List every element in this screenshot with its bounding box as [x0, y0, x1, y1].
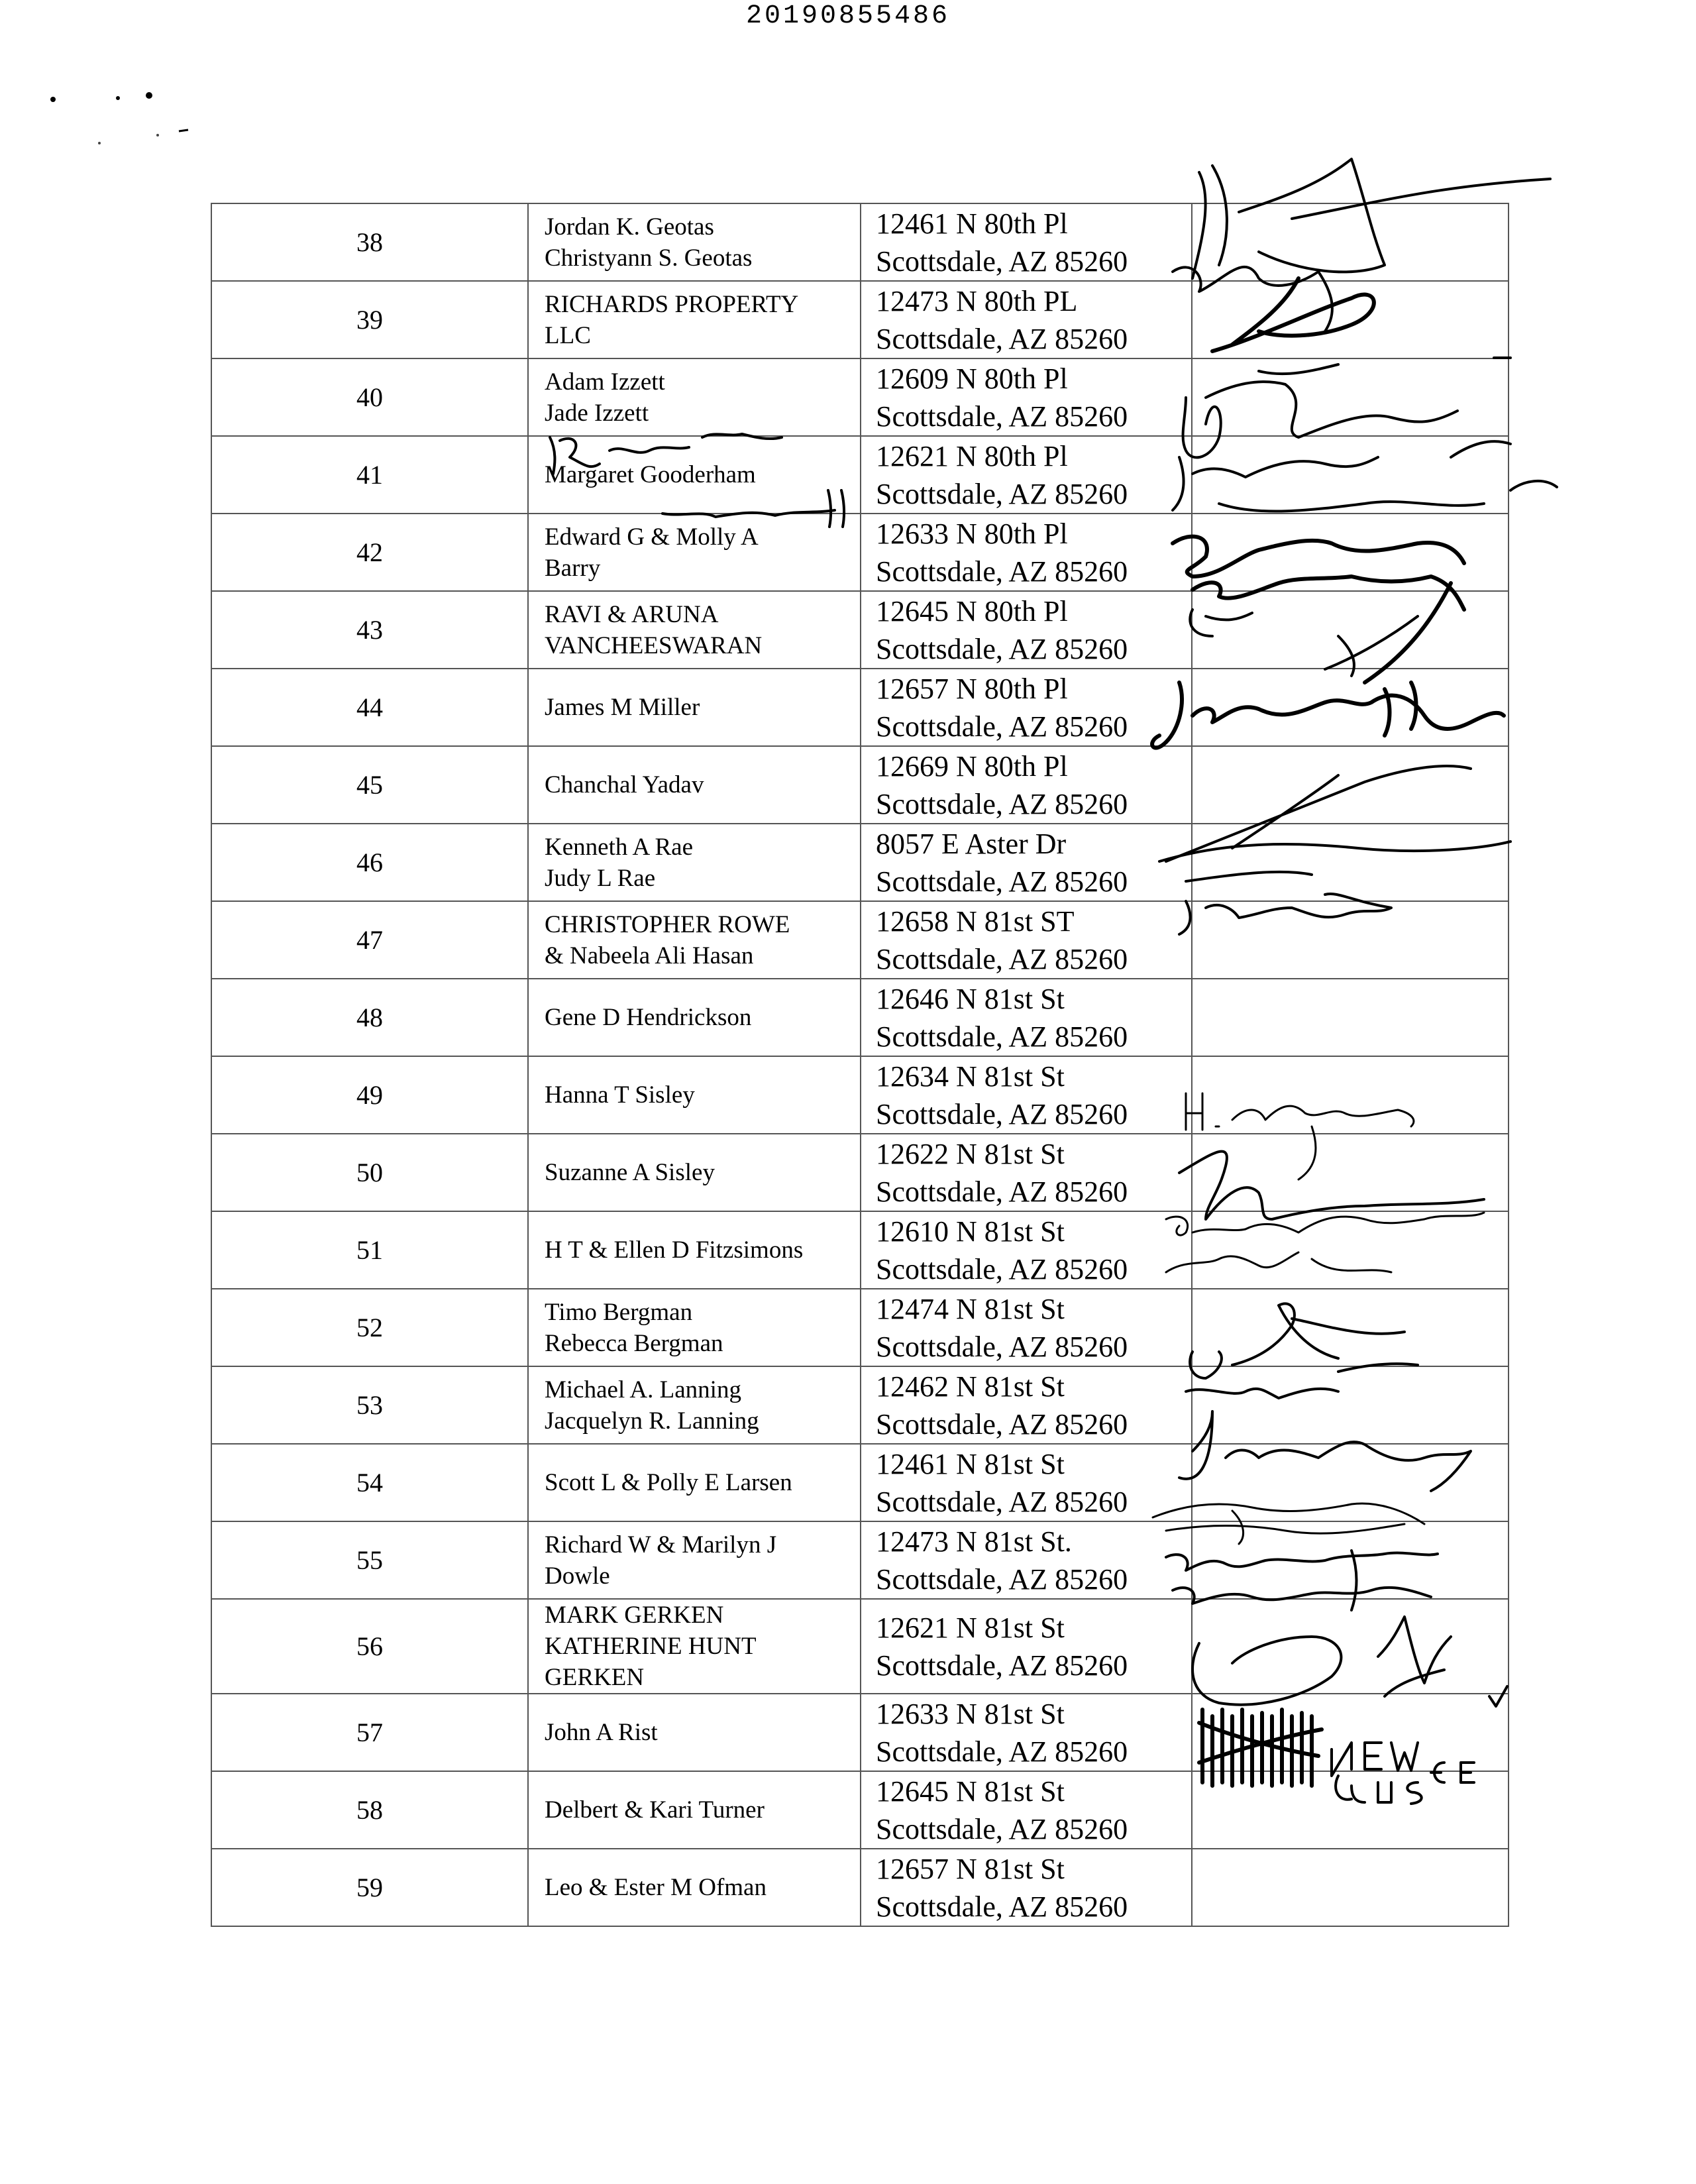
owner-name-line: Margaret Gooderham [545, 461, 756, 488]
lot-number: 51 [211, 1211, 528, 1289]
city-state-zip: Scottsdale, AZ 85260 [876, 1175, 1128, 1208]
street-address: 12473 N 80th PL [876, 284, 1078, 317]
scan-specks [46, 86, 212, 152]
property-address [861, 979, 1192, 1056]
street-address: 12657 N 80th Pl [876, 672, 1068, 705]
signature-cell [1192, 1599, 1509, 1694]
property-address [861, 901, 1192, 979]
owner-name [528, 1444, 861, 1521]
owner-name [528, 514, 861, 591]
signature-cell [1192, 1134, 1509, 1211]
city-state-zip: Scottsdale, AZ 85260 [876, 1407, 1128, 1441]
lot-number: 43 [211, 591, 528, 669]
street-address: 12633 N 80th Pl [876, 517, 1068, 550]
city-state-zip: Scottsdale, AZ 85260 [876, 1485, 1128, 1518]
table-row [211, 1056, 1509, 1134]
signature-cell [1192, 669, 1509, 746]
owner-name [528, 1056, 861, 1134]
owner-name-line: GERKEN [545, 1664, 645, 1691]
table-row [211, 824, 1509, 901]
owner-name [528, 591, 861, 669]
owner-name-line: Kenneth A Rae [545, 833, 694, 861]
city-state-zip: Scottsdale, AZ 85260 [876, 322, 1128, 355]
owner-name-line: Jordan K. Geotas [545, 213, 714, 241]
signature-cell [1192, 1444, 1509, 1521]
street-address: 12461 N 80th Pl [876, 207, 1068, 240]
document-number: 20190855486 [745, 1, 951, 31]
owner-name [528, 1771, 861, 1849]
owner-name [528, 358, 861, 436]
owner-name-line: MARK GERKEN [545, 1602, 724, 1629]
table-row [211, 1366, 1509, 1444]
owner-name-line: Rebecca Bergman [545, 1329, 723, 1357]
owner-name [528, 1289, 861, 1366]
street-address: 12621 N 80th Pl [876, 439, 1068, 472]
property-address [861, 436, 1192, 514]
owner-name [528, 746, 861, 824]
city-state-zip: Scottsdale, AZ 85260 [876, 400, 1128, 433]
signature-cell [1192, 1694, 1509, 1771]
owner-name-line: KATHERINE HUNT [545, 1633, 757, 1660]
owner-name-line: Gene D Hendrickson [545, 1004, 752, 1031]
property-address [861, 1056, 1192, 1134]
table-row [211, 1849, 1509, 1926]
table-row [211, 514, 1509, 591]
owner-name-line: Barry [545, 554, 601, 582]
signature-cell [1192, 591, 1509, 669]
owner-name-line: Christyann S. Geotas [545, 244, 753, 272]
street-address: 8057 E Aster Dr [876, 827, 1067, 860]
owner-name-line: Edward G & Molly A [545, 523, 759, 551]
owner-name [528, 669, 861, 746]
lot-number: 38 [211, 203, 528, 281]
property-address [861, 1211, 1192, 1289]
owner-name [528, 1211, 861, 1289]
owner-name-line: James M Miller [545, 694, 700, 721]
lot-number: 54 [211, 1444, 528, 1521]
table-row [211, 1599, 1509, 1694]
property-address [861, 746, 1192, 824]
street-address: 12658 N 81st ST [876, 904, 1075, 938]
street-address: 12657 N 81st St [876, 1852, 1065, 1885]
property-address [861, 203, 1192, 281]
street-address: 12609 N 80th Pl [876, 362, 1068, 395]
property-address [861, 1771, 1192, 1849]
table-row [211, 901, 1509, 979]
table-row [211, 358, 1509, 436]
owner-name-line: Michael A. Lanning [545, 1376, 741, 1403]
street-address: 12646 N 81st St [876, 982, 1065, 1015]
city-state-zip: Scottsdale, AZ 85260 [876, 1890, 1128, 1923]
owner-name-line: H T & Ellen D Fitzsimons [545, 1236, 804, 1264]
lot-number: 48 [211, 979, 528, 1056]
owner-name-line: Jacquelyn R. Lanning [545, 1407, 759, 1435]
owner-name-line: Timo Bergman [545, 1298, 693, 1326]
owner-name [528, 203, 861, 281]
owner-name-line: CHRISTOPHER ROWE [545, 910, 790, 938]
city-state-zip: Scottsdale, AZ 85260 [876, 1649, 1128, 1682]
table-row [211, 1771, 1509, 1849]
street-address: 12634 N 81st St [876, 1060, 1065, 1093]
lot-number: 58 [211, 1771, 528, 1849]
property-address [861, 1134, 1192, 1211]
owner-name-line: Scott L & Polly E Larsen [545, 1469, 792, 1496]
city-state-zip: Scottsdale, AZ 85260 [876, 1097, 1128, 1130]
signature-cell [1192, 358, 1509, 436]
city-state-zip: Scottsdale, AZ 85260 [876, 477, 1128, 510]
city-state-zip: Scottsdale, AZ 85260 [876, 787, 1128, 820]
city-state-zip: Scottsdale, AZ 85260 [876, 632, 1128, 665]
signature-cell [1192, 1289, 1509, 1366]
city-state-zip: Scottsdale, AZ 85260 [876, 245, 1128, 278]
property-address [861, 281, 1192, 358]
property-address [861, 1599, 1192, 1694]
table-row [211, 203, 1509, 281]
owner-name [528, 281, 861, 358]
signature-cell [1192, 436, 1509, 514]
owner-name [528, 901, 861, 979]
lot-number: 56 [211, 1599, 528, 1694]
street-address: 12610 N 81st St [876, 1215, 1065, 1248]
owner-name-line: Adam Izzett [545, 368, 665, 396]
table-row [211, 746, 1509, 824]
property-address [861, 1289, 1192, 1366]
signature-cell [1192, 203, 1509, 281]
owner-name [528, 1694, 861, 1771]
lot-number: 50 [211, 1134, 528, 1211]
owner-name-line: Chanchal Yadav [545, 771, 704, 798]
street-address: 12633 N 81st St [876, 1697, 1065, 1730]
signature-cell [1192, 1849, 1509, 1926]
table-row [211, 436, 1509, 514]
signature-cell [1192, 979, 1509, 1056]
owner-name-line: Dowle [545, 1562, 610, 1590]
signature-cell [1192, 1366, 1509, 1444]
owner-name [528, 436, 861, 514]
property-address [861, 1694, 1192, 1771]
owner-name [528, 824, 861, 901]
city-state-zip: Scottsdale, AZ 85260 [876, 1735, 1128, 1768]
city-state-zip: Scottsdale, AZ 85260 [876, 865, 1128, 898]
property-address [861, 1444, 1192, 1521]
table-row [211, 1521, 1509, 1599]
street-address: 12645 N 81st St [876, 1774, 1065, 1808]
lot-number: 41 [211, 436, 528, 514]
table-row [211, 1444, 1509, 1521]
city-state-zip: Scottsdale, AZ 85260 [876, 1330, 1128, 1363]
lot-number: 49 [211, 1056, 528, 1134]
street-address: 12461 N 81st St [876, 1447, 1065, 1480]
street-address: 12462 N 81st St [876, 1370, 1065, 1403]
table-row [211, 1211, 1509, 1289]
lot-number: 45 [211, 746, 528, 824]
signature-cell [1192, 746, 1509, 824]
signature-cell [1192, 1211, 1509, 1289]
lot-number: 59 [211, 1849, 528, 1926]
table-row [211, 1694, 1509, 1771]
signature-cell [1192, 1521, 1509, 1599]
owner-name [528, 979, 861, 1056]
signature-cell [1192, 901, 1509, 979]
city-state-zip: Scottsdale, AZ 85260 [876, 1252, 1128, 1285]
owner-name-line: Leo & Ester M Ofman [545, 1874, 767, 1901]
street-address: 12474 N 81st St [876, 1292, 1065, 1325]
lot-number: 44 [211, 669, 528, 746]
property-address [861, 669, 1192, 746]
lot-number: 40 [211, 358, 528, 436]
owner-name-line: VANCHEESWARAN [545, 631, 763, 659]
property-address [861, 591, 1192, 669]
property-address [861, 1521, 1192, 1599]
property-address [861, 824, 1192, 901]
owner-name-line: Richard W & Marilyn J [545, 1531, 777, 1558]
lot-number: 55 [211, 1521, 528, 1599]
signature-cell [1192, 824, 1509, 901]
owner-name [528, 1134, 861, 1211]
table-row [211, 1289, 1509, 1366]
signature-cell [1192, 281, 1509, 358]
property-address [861, 358, 1192, 436]
lot-number: 52 [211, 1289, 528, 1366]
signature-cell [1192, 514, 1509, 591]
signature-cell [1192, 1771, 1509, 1849]
owner-name [528, 1849, 861, 1926]
signature-cell [1192, 1056, 1509, 1134]
owner-name-line: Suzanne A Sisley [545, 1159, 715, 1186]
owner-name [528, 1366, 861, 1444]
street-address: 12473 N 81st St. [876, 1525, 1072, 1558]
owner-name-line: RAVI & ARUNA [545, 600, 719, 628]
street-address: 12622 N 81st St [876, 1137, 1065, 1170]
street-address: 12645 N 80th Pl [876, 594, 1068, 628]
owner-name-line: Hanna T Sisley [545, 1081, 695, 1109]
owner-name-line: Judy L Rae [545, 864, 656, 892]
property-address [861, 514, 1192, 591]
lot-number: 53 [211, 1366, 528, 1444]
owner-name-line: LLC [545, 321, 591, 349]
city-state-zip: Scottsdale, AZ 85260 [876, 1812, 1128, 1845]
city-state-zip: Scottsdale, AZ 85260 [876, 710, 1128, 743]
city-state-zip: Scottsdale, AZ 85260 [876, 1562, 1128, 1596]
owner-name-line: Delbert & Kari Turner [545, 1796, 765, 1824]
property-address [861, 1366, 1192, 1444]
lot-number: 39 [211, 281, 528, 358]
owner-name [528, 1599, 861, 1694]
table-row [211, 591, 1509, 669]
lot-number: 42 [211, 514, 528, 591]
owner-name [528, 1521, 861, 1599]
property-owner-table [211, 203, 1509, 1927]
table-row [211, 979, 1509, 1056]
table-row [211, 1134, 1509, 1211]
lot-number: 46 [211, 824, 528, 901]
street-address: 12621 N 81st St [876, 1611, 1065, 1644]
street-address: 12669 N 80th Pl [876, 749, 1068, 783]
city-state-zip: Scottsdale, AZ 85260 [876, 555, 1128, 588]
owner-name-line: & Nabeela Ali Hasan [545, 942, 754, 969]
table-row [211, 669, 1509, 746]
owner-name-line: John A Rist [545, 1719, 658, 1746]
owner-name-line: RICHARDS PROPERTY [545, 290, 799, 318]
lot-number: 57 [211, 1694, 528, 1771]
owner-name-line: Jade Izzett [545, 399, 649, 427]
property-address [861, 1849, 1192, 1926]
lot-number: 47 [211, 901, 528, 979]
city-state-zip: Scottsdale, AZ 85260 [876, 942, 1128, 975]
table-row [211, 281, 1509, 358]
city-state-zip: Scottsdale, AZ 85260 [876, 1020, 1128, 1053]
